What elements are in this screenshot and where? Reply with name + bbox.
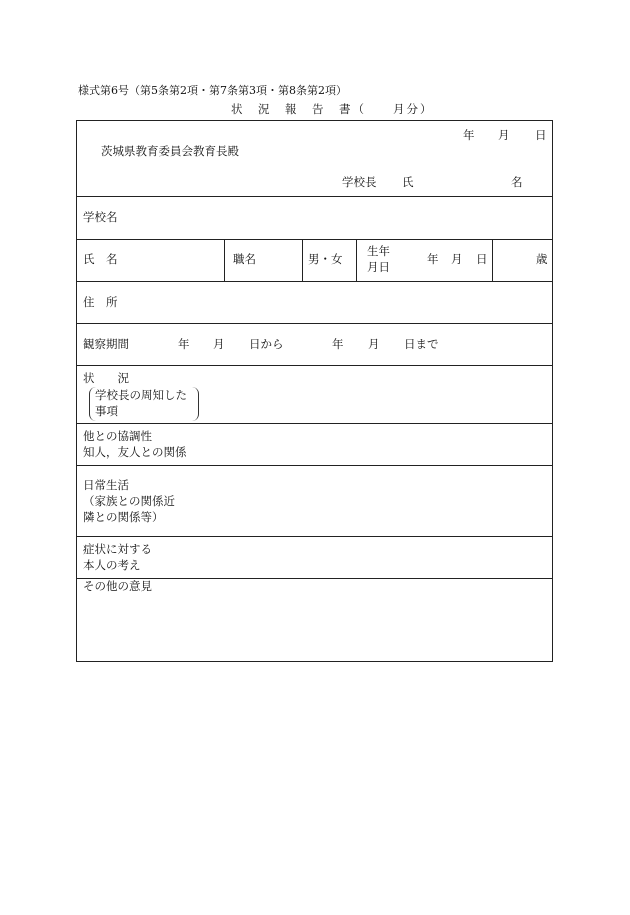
cooperation-label-1: 他との協調性 <box>83 429 152 443</box>
position-label: 職名 <box>233 252 256 266</box>
daily-life-label-1: 日常生活 <box>83 478 129 492</box>
row-divider <box>77 465 552 466</box>
principal-label: 学校長 <box>342 175 377 189</box>
date-day-label: 日 <box>535 128 547 142</box>
form-title: 状 況 報 告 書（ 月分） <box>231 102 434 116</box>
row-divider <box>77 423 552 424</box>
column-divider <box>492 239 493 281</box>
person-name-label: 氏 名 <box>83 252 118 266</box>
row-divider <box>77 323 552 324</box>
column-divider <box>224 239 225 281</box>
age-label: 歳 <box>536 252 548 266</box>
end-year-label: 年 <box>332 337 344 351</box>
addressee: 茨城県教育委員会教育長殿 <box>101 144 239 158</box>
date-year-label: 年 <box>463 128 475 142</box>
other-opinions-label: その他の意見 <box>83 579 152 593</box>
status-sub-line-1: 学校長の周知した <box>95 388 187 402</box>
start-month-label: 月 <box>213 337 225 351</box>
row-divider <box>77 365 552 366</box>
report-form-table <box>76 120 553 662</box>
column-divider <box>356 239 357 281</box>
principal-name-label-1: 氏 <box>402 175 414 189</box>
daily-life-label-2: （家族との関係近 <box>83 494 175 508</box>
row-divider <box>77 281 552 282</box>
gender-label: 男・女 <box>308 252 343 266</box>
daily-life-label-3: 隣との関係等） <box>83 510 164 524</box>
birth-date-label-top: 生年 <box>367 244 390 258</box>
row-divider <box>77 196 552 197</box>
status-label: 状 況 <box>83 371 129 385</box>
start-year-label: 年 <box>178 337 190 351</box>
birth-day-label: 日 <box>476 252 488 266</box>
observation-period-label: 観察期間 <box>83 337 129 351</box>
date-month-label: 月 <box>498 128 510 142</box>
birth-year-label: 年 <box>427 252 439 266</box>
status-sub-line-2: 事項 <box>95 404 118 418</box>
birth-date-label-bottom: 月日 <box>367 260 390 274</box>
start-day-label: 日から <box>249 337 284 351</box>
end-month-label: 月 <box>368 337 380 351</box>
birth-month-label: 月 <box>451 252 463 266</box>
school-name-label: 学校名 <box>83 210 118 224</box>
row-divider <box>77 536 552 537</box>
column-divider <box>302 239 303 281</box>
row-divider <box>77 239 552 240</box>
address-label: 住 所 <box>83 295 118 309</box>
end-day-label: 日まで <box>404 337 439 351</box>
form-number: 様式第6号（第5条第2項・第7条第3項・第8条第2項） <box>78 84 347 97</box>
symptom-label-1: 症状に対する <box>83 542 152 556</box>
principal-name-label-2: 名 <box>511 175 523 189</box>
symptom-label-2: 本人の考え <box>83 558 141 572</box>
cooperation-label-2: 知人，友人との関係 <box>83 445 187 459</box>
